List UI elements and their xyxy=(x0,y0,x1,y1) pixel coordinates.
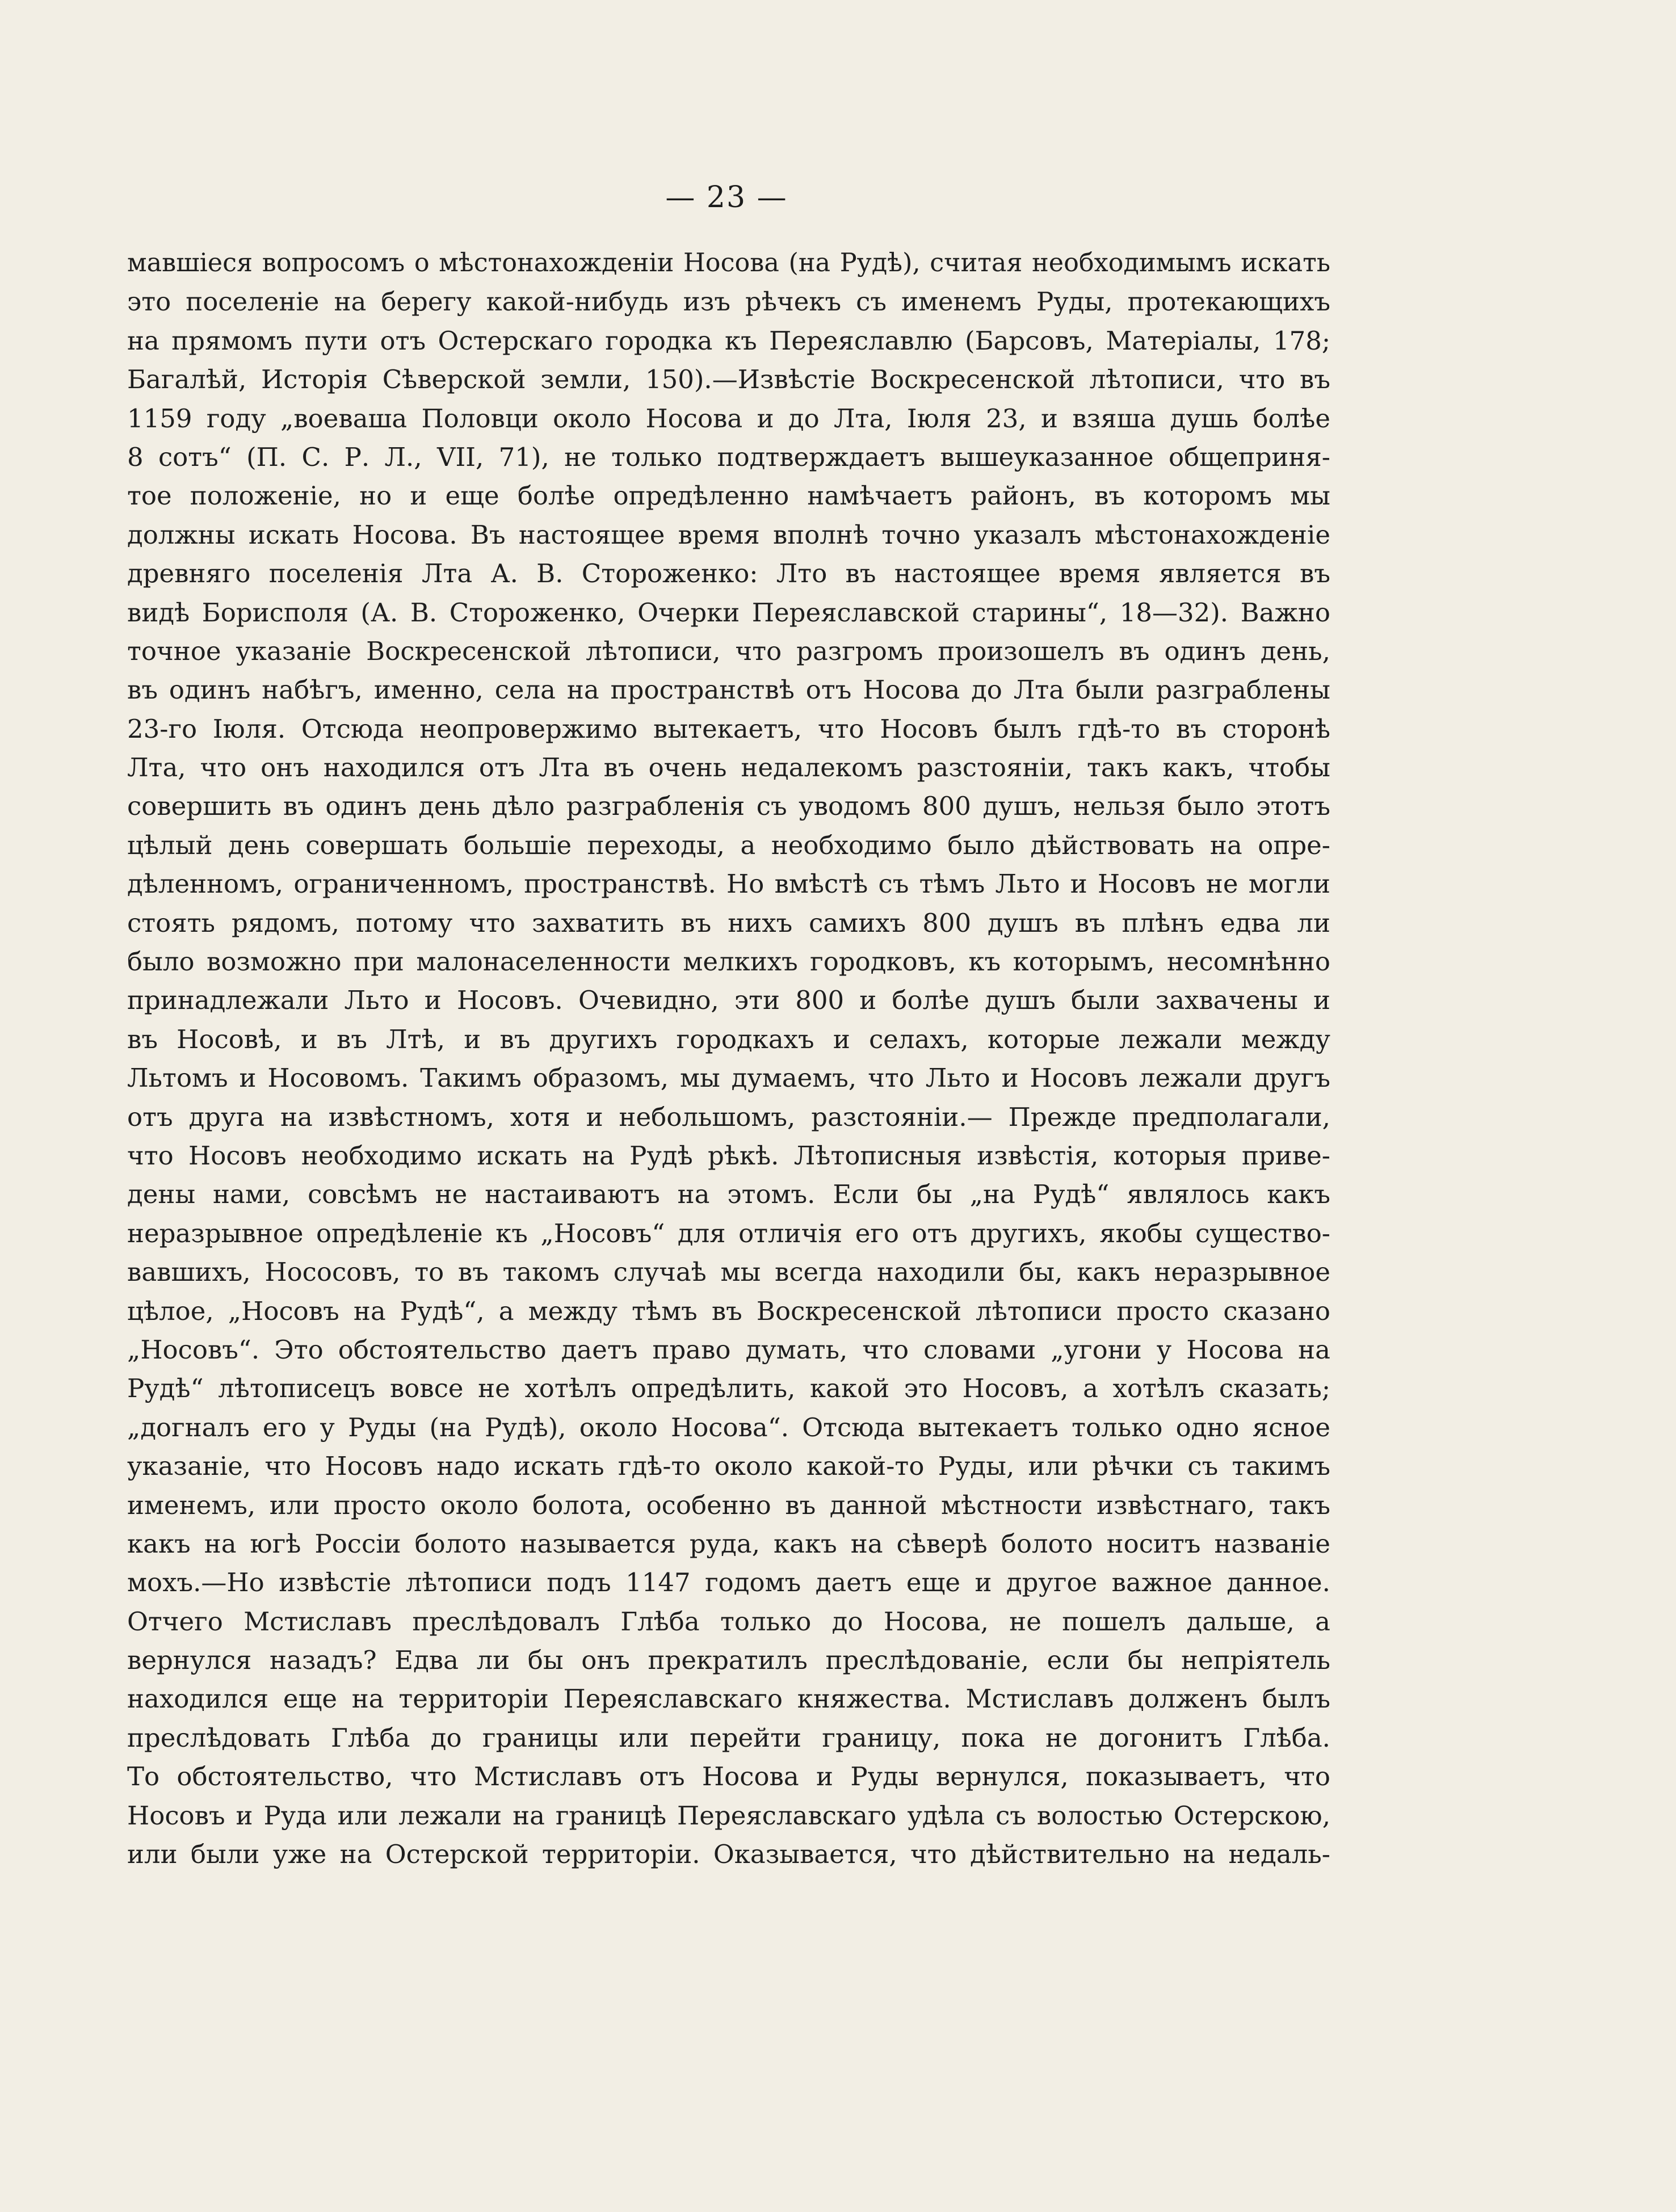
text-line: тое положеніе, но и еще болѣе опредѣленно намѣчаетъ районъ, въ которомъ мы xyxy=(127,481,1330,511)
text-line: находился еще на территоріи Переяславскаго княжества. Мстиславъ долженъ былъ xyxy=(127,1684,1330,1714)
text-line: точное указаніе Воскресенской лѣтописи, что разгромъ произошелъ въ одинъ день, xyxy=(127,636,1330,666)
text-line: принадлежали Льто и Носовъ. Очевидно, эти 800 и болѣе душъ были захвачены и xyxy=(127,985,1330,1016)
text-line: Льтомъ и Носовомъ. Такимъ образомъ, мы думаемъ, что Льто и Носовъ лежали другъ xyxy=(127,1063,1330,1094)
text-line: Носовъ и Руда или лежали на границѣ Переяславскаго удѣла съ волостью Остерскою, xyxy=(127,1800,1330,1831)
text-line: было возможно при малонаселенности мелкихъ городковъ, къ которымъ, несомнѣнно xyxy=(127,947,1330,977)
text-line: указаніе, что Носовъ надо искать гдѣ-то около какой-то Руды, или рѣчки съ такимъ xyxy=(127,1451,1330,1482)
text-line: какъ на югѣ Россіи болото называется руда, какъ на сѣверѣ болото носитъ названіе xyxy=(127,1528,1330,1559)
text-line: стоять рядомъ, потому что захватить въ нихъ самихъ 800 душъ въ плѣнъ едва ли xyxy=(127,907,1330,938)
text-line: дѣленномъ, ограниченномъ, пространствѣ. Но вмѣстѣ съ тѣмъ Льто и Носовъ не могли xyxy=(127,869,1330,899)
text-line: преслѣдовать Глѣба до границы или перейти границу, пока не догонитъ Глѣба. xyxy=(127,1722,1330,1753)
text-line: цѣлое, „Носовъ на Рудѣ“, а между тѣмъ въ Воскресенской лѣтописи просто сказано xyxy=(127,1296,1330,1326)
text-line: дены нами, совсѣмъ не настаиваютъ на этомъ. Если бы „на Рудѣ“ являлось какъ xyxy=(127,1179,1330,1210)
text-line: древняго поселенія Лта А. В. Стороженко: Лто въ настоящее время является въ xyxy=(127,558,1330,589)
text-line: Багалѣй, Исторія Сѣверской земли, 150).—Извѣстіе Воскресенской лѣтописи, что въ xyxy=(127,364,1330,395)
text-line: Рудѣ“ лѣтописецъ вовсе не хотѣлъ опредѣлить, какой это Носовъ, а хотѣлъ сказать; xyxy=(127,1373,1330,1404)
page-number: — 23 — xyxy=(665,180,788,215)
text-line: что Носовъ необходимо искать на Рудѣ рѣкѣ. Лѣтописныя извѣстія, которыя приве- xyxy=(127,1140,1330,1171)
text-line: или были уже на Остерской территоріи. Оказывается, что дѣйствительно на недаль- xyxy=(127,1839,1330,1870)
text-line: 1159 году „воеваша Половци около Носова и до Лта, Іюля 23, и взяша душь болѣе xyxy=(127,403,1330,434)
text-line: отъ друга на извѣстномъ, хотя и небольшомъ, разстояніи.— Прежде предполагали, xyxy=(127,1101,1330,1132)
text-line: въ одинъ набѣгъ, именно, села на пространствѣ отъ Носова до Лта были разграблены xyxy=(127,675,1330,705)
text-line: мавшіеся вопросомъ о мѣстонахожденіи Носова (на Рудѣ), считая необходимымъ искать xyxy=(127,249,1330,277)
text-line: 23-го Іюля. Отсюда неопровержимо вытекаетъ, что Носовъ былъ гдѣ-то въ сторонѣ xyxy=(127,713,1330,744)
text-line: 8 сотъ“ (П. С. Р. Л., VII, 71), не только подтверждаетъ вышеуказанное общеприня- xyxy=(127,441,1330,472)
text-line: То обстоятельство, что Мстиславъ отъ Носова и Руды вернулся, показываетъ, что xyxy=(127,1761,1330,1792)
body-text xyxy=(127,244,1330,1874)
text-line: мохъ.—Но извѣстіе лѣтописи подъ 1147 годомъ даетъ еще и другое важное данное. xyxy=(127,1567,1330,1598)
text-line: Лта, что онъ находился отъ Лта въ очень недалекомъ разстояніи, такъ какъ, чтобы xyxy=(127,752,1330,783)
text-line: неразрывное опредѣленіе къ „Носовъ“ для отличія его отъ другихъ, якобы существо- xyxy=(127,1218,1330,1248)
text-line: Отчего Мстиславъ преслѣдовалъ Глѣба только до Носова, не пошелъ дальше, а xyxy=(127,1606,1330,1637)
text-line: въ Носовѣ, и въ Лтѣ, и въ другихъ городкахъ и селахъ, которые лежали между xyxy=(127,1024,1330,1054)
text-line: „Носовъ“. Это обстоятельство даетъ право думать, что словами „угони у Носова на xyxy=(127,1334,1330,1365)
text-line: „догналъ его у Руды (на Рудѣ), около Носова“. Отсюда вытекаетъ только одно ясное xyxy=(127,1412,1330,1443)
text-line: видѣ Борисполя (А. В. Стороженко, Очерки Переяславской старины“, 18—32). Важно xyxy=(127,597,1330,628)
text-line: на прямомъ пути отъ Остерскаго городка къ Переяславлю (Барсовъ, Матеріалы, 178; xyxy=(127,325,1330,356)
text-line: совершить въ одинъ день дѣло разграбленія съ уводомъ 800 душъ, нельзя было этотъ xyxy=(127,791,1330,822)
text-line: вавшихъ, Нососовъ, то въ такомъ случаѣ мы всегда находили бы, какъ неразрывное xyxy=(127,1257,1330,1288)
text-line: вернулся назадъ? Едва ли бы онъ прекратилъ преслѣдованіе, если бы непріятель xyxy=(127,1645,1330,1676)
text-line: должны искать Носова. Въ настоящее время вполнѣ точно указалъ мѣстонахожденіе xyxy=(127,519,1330,550)
text-line: цѣлый день совершать большіе переходы, а необходимо было дѣйствовать на опре- xyxy=(127,830,1330,860)
text-line: именемъ, или просто около болота, особенно въ данной мѣстности извѣстнаго, такъ xyxy=(127,1490,1330,1520)
text-line: это поселеніе на берегу какой-нибудь изъ рѣчекъ съ именемъ Руды, протекающихъ xyxy=(127,287,1330,317)
